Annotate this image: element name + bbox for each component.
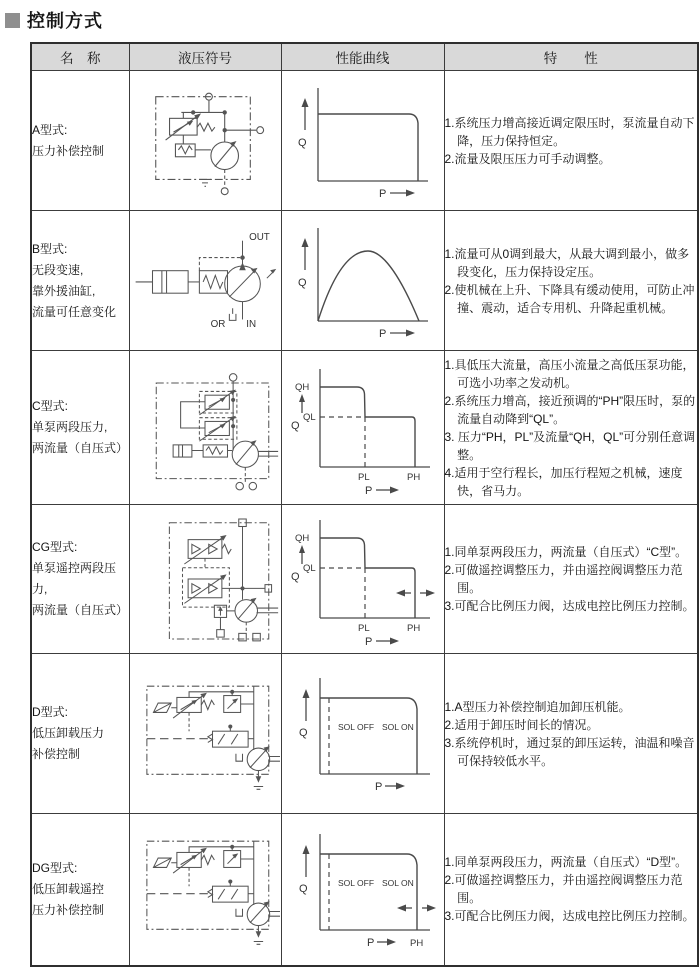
- feature-item: 2.可做遥控调整压力，并由遥控阀调整压力范围。: [444, 873, 683, 906]
- feature-item: 4.适用于空行程长，加压行程短之机械，速度快，省马力。: [444, 465, 683, 498]
- row-dg-symbol: [129, 814, 281, 966]
- col-header-curve: 性能曲线: [281, 43, 444, 71]
- feature-item: 2.适用于卸压时间长的情况。: [444, 717, 599, 732]
- feature-item: 3.可配合比例压力阀，达成电控比例压力控制。: [444, 909, 695, 924]
- row-a-features: [444, 71, 698, 211]
- curve-cg-pl-label: PL: [357, 623, 370, 634]
- table-row: [31, 814, 698, 966]
- row-dg-features: [444, 814, 698, 966]
- hydraulic-symbol-cg-diagram: [130, 506, 280, 652]
- curve-dg-p-label: P: [366, 936, 374, 949]
- curve-cg-ql-label: QL: [302, 563, 316, 574]
- row-dg-name: [31, 814, 129, 966]
- control-methods-table: [30, 42, 699, 967]
- curve-cg-p-label: P: [364, 636, 372, 648]
- curve-cg-ph-label: PH: [406, 623, 420, 634]
- row-c-curve: [281, 351, 444, 505]
- curve-cg-qh-label: QH: [294, 533, 309, 544]
- curve-b-p-label: P: [378, 328, 386, 340]
- table-row: [31, 505, 698, 654]
- row-c-name-line: 两流量（自压式）: [32, 441, 129, 455]
- feature-item: 1.具低压大流量，高压小流量之高低压泵功能，可选小功率之发动机。: [444, 357, 695, 390]
- performance-curve-a: [288, 78, 438, 203]
- feature-item: 3. 压力“PH，PL”及流量“QH，QL”可分别任意调整。: [444, 429, 696, 462]
- row-d-name-line: 低压卸载压力: [32, 726, 105, 740]
- row-dg-name-line: 低压卸载遥控: [32, 881, 105, 896]
- curve-c-ph-label: PH: [406, 471, 420, 483]
- row-cg-curve: [281, 505, 444, 654]
- curve-c-pl-label: PL: [357, 471, 370, 483]
- table-row: [31, 71, 698, 211]
- feature-item: 1.A型压力补偿控制追加卸压机能。: [444, 699, 631, 714]
- section-title: [5, 7, 700, 33]
- row-d-symbol: [129, 654, 281, 814]
- curve-dg-sol-off-label: SOL OFF: [337, 877, 374, 888]
- curve-a-q-label: Q: [297, 137, 307, 149]
- row-dg-name-line: 压力补偿控制: [32, 902, 105, 917]
- row-b-curve: [281, 211, 444, 351]
- row-b-name-line: 无段变速,: [32, 262, 84, 277]
- row-a-symbol: [129, 71, 281, 211]
- curve-d-q-label: Q: [298, 727, 308, 739]
- hydraulic-symbol-d-diagram: [130, 660, 280, 808]
- row-dg-curve: [281, 814, 444, 966]
- table-row: [31, 351, 698, 505]
- row-a-name-line: A型式:: [32, 122, 68, 137]
- row-d-curve: [281, 654, 444, 814]
- performance-curve-dg: [288, 822, 438, 957]
- curve-dg-ph-label: PH: [409, 937, 423, 949]
- curve-c-ql-label: QL: [302, 411, 316, 423]
- title-square-marker: [5, 13, 20, 28]
- row-c-name-line: 单泵两段压力,: [32, 420, 108, 434]
- curve-c-qh-label: QH: [294, 381, 309, 393]
- row-cg-features: [444, 505, 698, 654]
- curve-d-sol-off-label: SOL OFF: [337, 722, 374, 732]
- feature-item: 1.同单泵两段压力，两流量（自压式）“D型”。: [444, 855, 688, 870]
- symbol-b-in-label: IN: [246, 318, 257, 330]
- row-cg-name-line: 两流量（自压式）: [32, 603, 129, 617]
- row-c-name-line: C型式:: [32, 399, 69, 413]
- row-b-features: [444, 211, 698, 351]
- feature-item: 2.系统压力增高，接近预调的“PH”限压时，泵的流量自动降到“QL”。: [444, 393, 696, 426]
- feature-item: 1.系统压力增高接近调定限压时，泵流量自动下降，压力保持恒定。: [444, 115, 695, 148]
- feature-item: 2.流量及限压压力可手动调整。: [444, 151, 611, 166]
- feature-item: 3.系统停机时，通过泵的卸压运转，油温和噪音可保持较低水平。: [444, 735, 695, 768]
- row-b-symbol: [129, 211, 281, 351]
- row-a-name: [31, 71, 129, 211]
- row-d-name: [31, 654, 129, 814]
- row-cg-name-line: 单泵遥控两段压力,: [32, 561, 117, 596]
- symbol-b-or-label: OR: [210, 318, 226, 330]
- curve-b-q-label: Q: [297, 277, 307, 289]
- curve-c-q-label: Q: [290, 419, 300, 432]
- row-b-name-line: 流量可任意变化: [32, 304, 117, 319]
- curve-dg-sol-on-label: SOL ON: [381, 877, 414, 888]
- hydraulic-symbol-a-diagram: [130, 75, 280, 207]
- row-cg-name: [31, 505, 129, 654]
- feature-item: 2.使机械在上升、下降具有缓动使用，可防止冲撞、震动，适合专用机、升降起重机械。: [444, 282, 695, 315]
- feature-item: 1.同单泵两段压力，两流量（自压式）“C型”。: [444, 545, 688, 559]
- row-d-name-line: 补偿控制: [32, 747, 81, 761]
- row-dg-name-line: DG型式:: [32, 860, 78, 875]
- performance-curve-b: [288, 218, 438, 343]
- curve-d-p-label: P: [374, 781, 382, 793]
- symbol-b-out-label: OUT: [249, 231, 270, 243]
- feature-item: 2.可做遥控调整压力，并由遥控阀调整压力范围。: [444, 563, 683, 595]
- col-header-name: 名 称: [31, 43, 129, 71]
- performance-curve-c: [288, 357, 438, 499]
- row-b-name-line: 靠外援油缸,: [32, 283, 96, 298]
- curve-a-p-label: P: [378, 188, 386, 200]
- table-header-row: [31, 43, 698, 71]
- curve-cg-q-label: Q: [290, 571, 300, 583]
- curve-d-sol-on-label: SOL ON: [381, 722, 414, 732]
- hydraulic-symbol-dg-diagram: [130, 815, 280, 963]
- row-d-features: [444, 654, 698, 814]
- row-c-symbol: [129, 351, 281, 505]
- row-c-features: [444, 351, 698, 505]
- row-a-name-line: 压力补偿控制: [32, 143, 105, 158]
- row-b-name-line: B型式:: [32, 241, 68, 256]
- col-header-feature: 特 性: [444, 43, 698, 71]
- feature-item: 1.流量可从0调到最大，从最大调到最小，做多段变化，压力保持设定压。: [444, 246, 690, 279]
- table-row: [31, 654, 698, 814]
- curve-c-p-label: P: [364, 484, 372, 497]
- row-cg-name-line: CG型式:: [32, 540, 78, 554]
- row-b-name: [31, 211, 129, 351]
- page-title: 控制方式: [27, 11, 103, 31]
- row-cg-symbol: [129, 505, 281, 654]
- performance-curve-d: [288, 666, 438, 801]
- hydraulic-symbol-b-diagram: [130, 222, 280, 340]
- row-d-name-line: D型式:: [32, 705, 69, 719]
- row-a-curve: [281, 71, 444, 211]
- hydraulic-symbol-c-diagram: [130, 355, 280, 501]
- row-c-name: [31, 351, 129, 505]
- feature-item: 3.可配合比例压力阀，达成电控比例压力控制。: [444, 599, 695, 613]
- curve-dg-q-label: Q: [298, 882, 308, 895]
- table-row: [31, 211, 698, 351]
- performance-curve-cg: [288, 508, 438, 650]
- col-header-symbol: 液压符号: [129, 43, 281, 71]
